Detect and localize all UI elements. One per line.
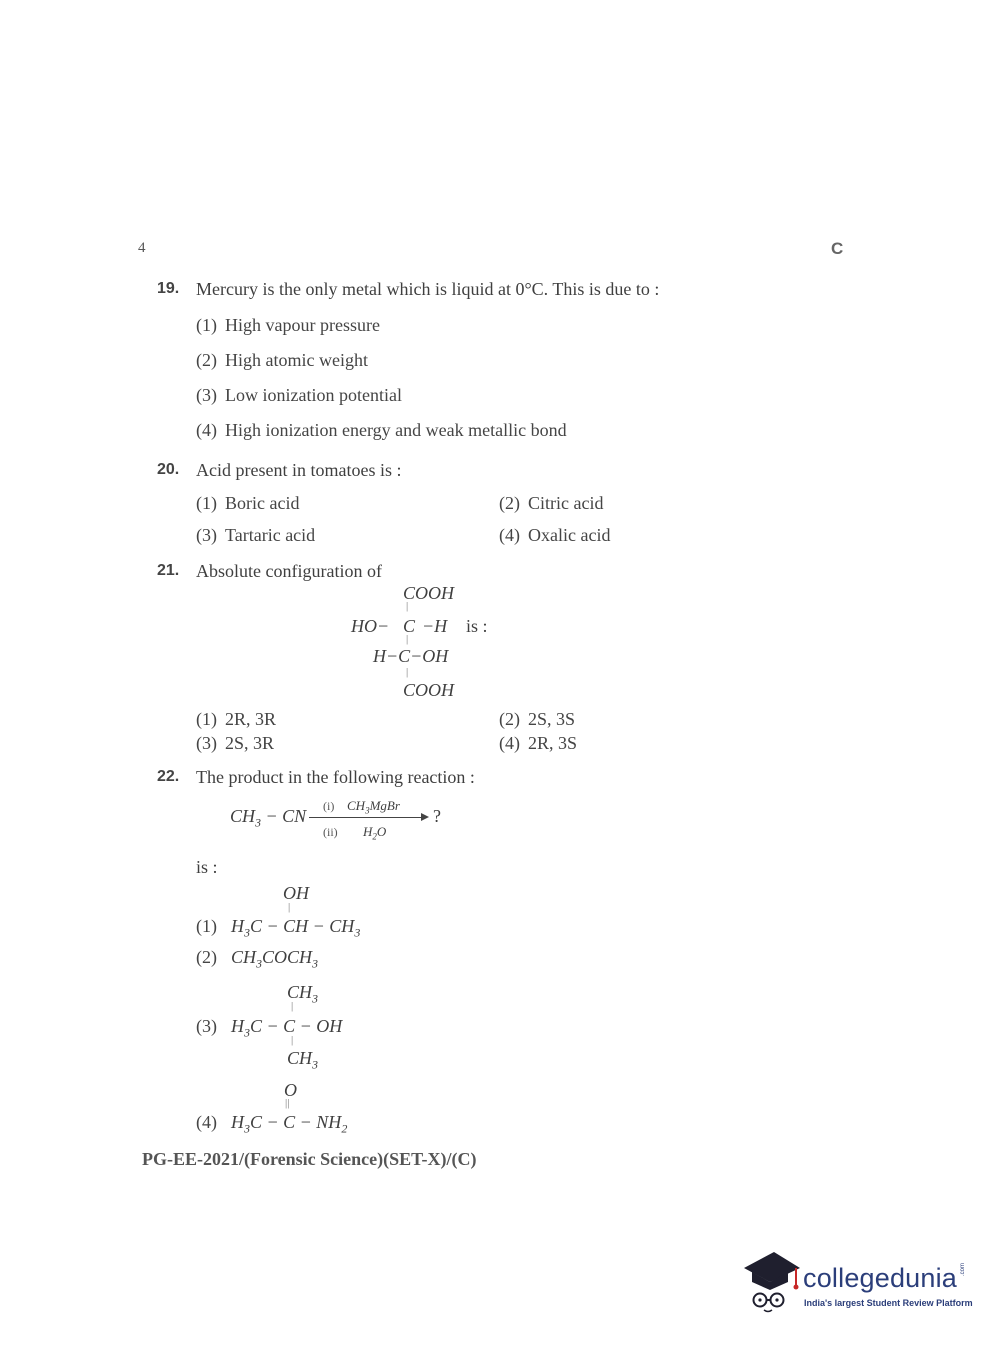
reaction-arrow — [309, 817, 427, 818]
structure-row1-right: −H — [422, 616, 448, 636]
page-number: 4 — [138, 240, 146, 256]
option: (4) High ionization energy and weak metallic bond — [196, 420, 567, 440]
paper-code: PG-EE-2021/(Forensic Science)(SET-X)/(C) — [142, 1149, 477, 1169]
question-number: 22. — [157, 768, 180, 785]
option: (4) Oxalic acid — [499, 525, 611, 545]
step1-reagent: $CH_3MgBr$ — [347, 798, 400, 816]
structure-suffix: is : — [466, 616, 488, 636]
vertical-bond: | — [288, 901, 291, 913]
option: (2) High atomic weight — [196, 350, 368, 370]
structure-row2: H−C−OH — [373, 646, 449, 666]
vertical-bond: | — [291, 1000, 294, 1012]
option-4-formula: $H_3C - C - NH_2$ — [231, 1112, 348, 1136]
double-bond: || — [285, 1097, 290, 1109]
option: (2) 2S, 3S — [499, 709, 576, 729]
option-label: (3) — [196, 1016, 217, 1036]
option-2-formula: $CH_3COCH_3$ — [231, 947, 319, 971]
option: (1) 2R, 3R — [196, 709, 277, 729]
vertical-bond: | — [406, 633, 409, 645]
option: (3) 2S, 3R — [196, 733, 275, 753]
option-1-formula: $H_3C$ − CH − $CH_3$ — [231, 916, 361, 940]
vertical-bond: | — [291, 1034, 294, 1046]
logo-wordmark: collegedunia — [803, 1263, 958, 1293]
structure-top-group: COOH — [403, 583, 455, 603]
question-text: Absolute configuration of — [196, 561, 382, 581]
option-3-formula: $H_3C - C$ − OH — [231, 1016, 343, 1040]
step1-label: (i) — [323, 799, 335, 813]
option-1-top-group: OH — [283, 883, 309, 903]
logo-domain: .com — [960, 1262, 966, 1276]
option: (4) 2R, 3S — [499, 733, 578, 753]
structure-row1-center: C — [403, 616, 416, 636]
reaction-product: ? — [433, 806, 441, 826]
question-text: Mercury is the only metal which is liquid at 0°C. This is due to : — [196, 279, 660, 299]
option: (1) High vapour pressure — [196, 315, 380, 335]
question-continuation: is : — [196, 857, 218, 877]
option: (3) Tartaric acid — [196, 525, 316, 545]
question-text: Acid present in tomatoes is : — [196, 460, 402, 480]
logo-tagline: India's largest Student Review Platform — [804, 1298, 973, 1308]
option: (2) Citric acid — [499, 493, 604, 513]
question-text: The product in the following reaction : — [196, 767, 475, 787]
option-label: (2) — [196, 947, 217, 967]
option-3-top-group: $CH_3$ — [287, 982, 319, 1006]
step2-reagent: $H_2O$ — [363, 824, 387, 842]
vertical-bond: | — [406, 600, 409, 612]
mascot-icon — [740, 1248, 802, 1314]
option-3-bottom-group: $CH_3$ — [287, 1048, 319, 1072]
step2-label: (ii) — [323, 825, 338, 839]
question-number: 19. — [157, 280, 180, 297]
option-label: (4) — [196, 1112, 217, 1132]
arrow-head — [421, 813, 429, 821]
question-number: 20. — [157, 461, 180, 478]
structure-bottom-group: COOH — [403, 680, 455, 700]
option: (1) Boric acid — [196, 493, 300, 513]
reactant: $CH_3$ − CN — [230, 806, 307, 830]
structure-row1-left: HO− — [351, 616, 390, 636]
option-4-top-group: O — [284, 1080, 297, 1100]
option: (3) Low ionization potential — [196, 385, 402, 405]
question-number: 21. — [157, 562, 180, 579]
vertical-bond: | — [406, 666, 409, 678]
option-label: (1) — [196, 916, 217, 936]
set-code: C — [831, 239, 844, 258]
